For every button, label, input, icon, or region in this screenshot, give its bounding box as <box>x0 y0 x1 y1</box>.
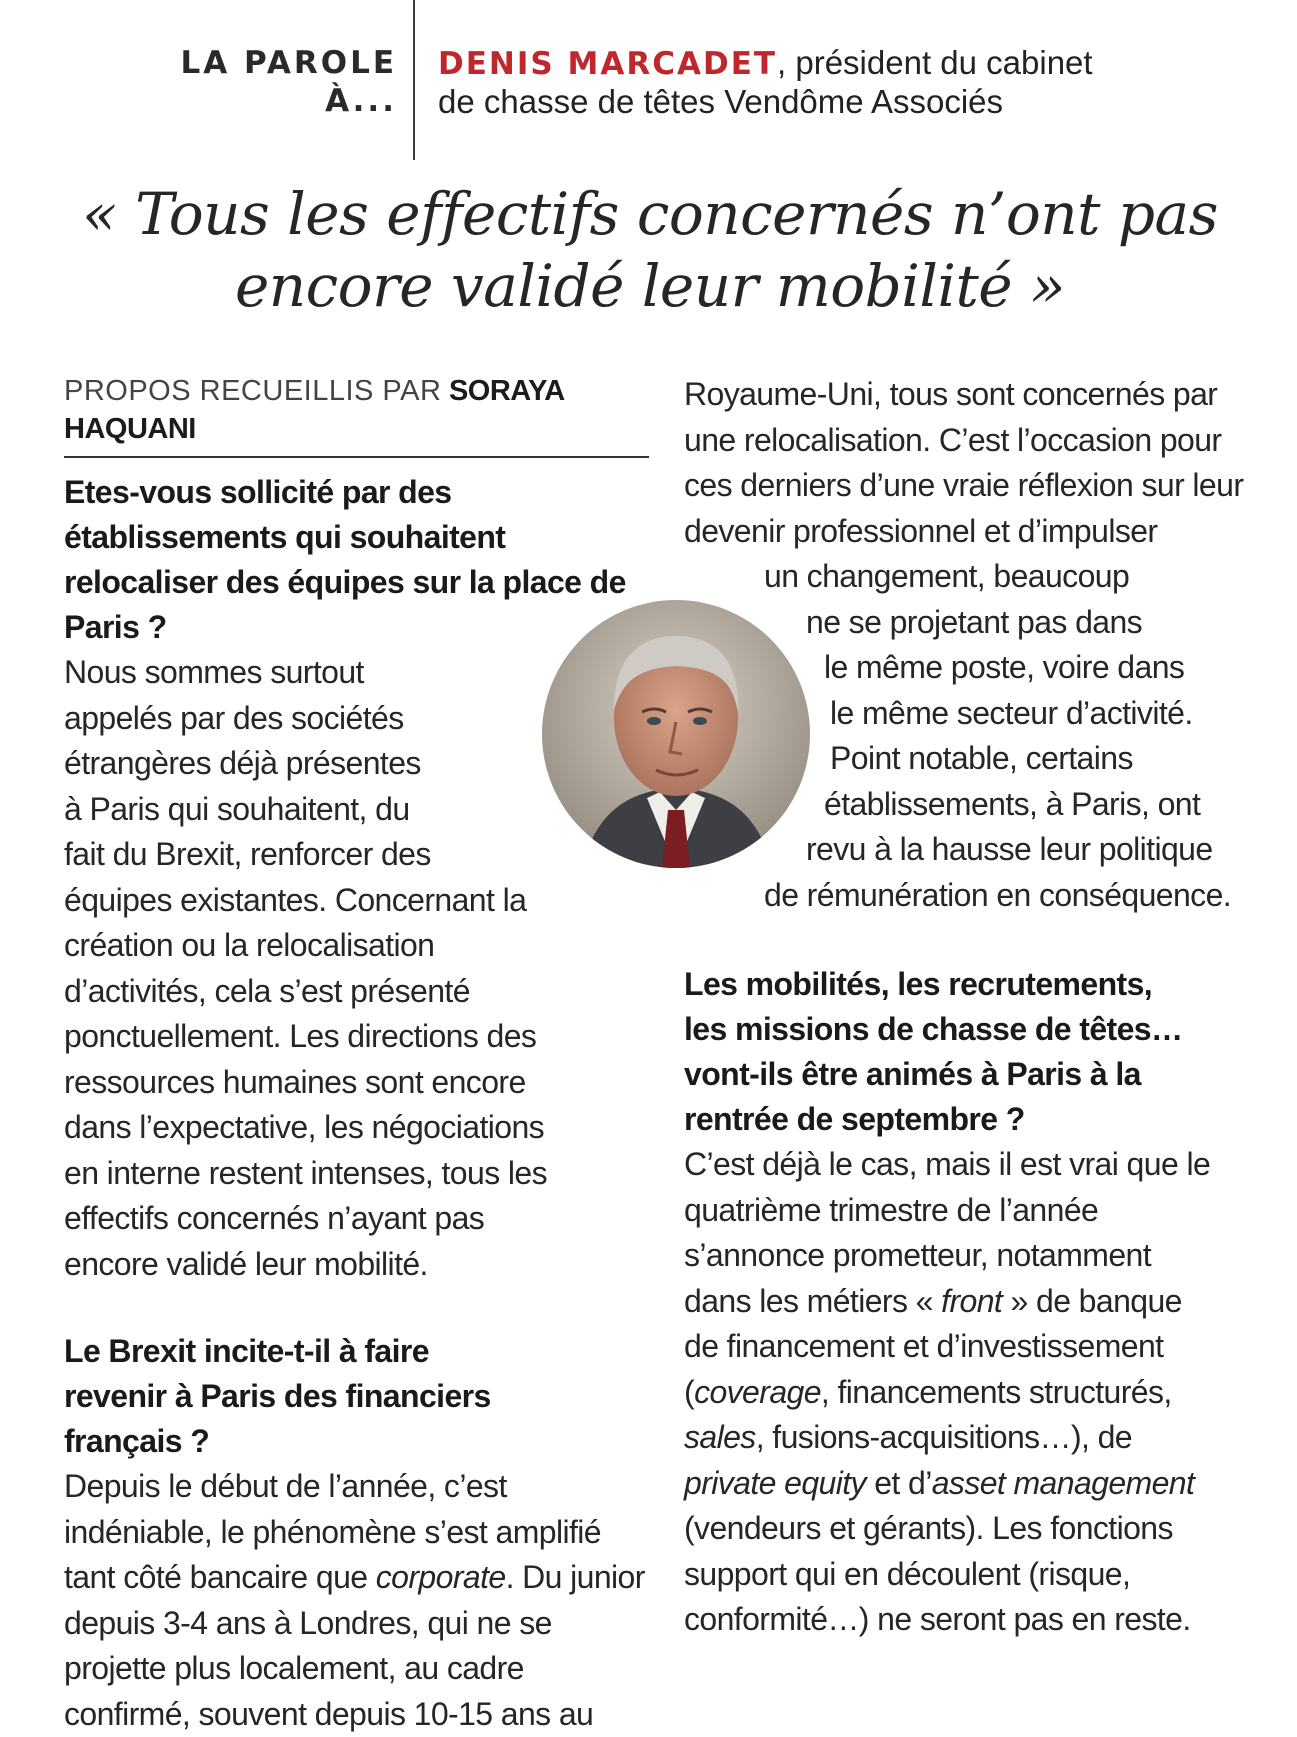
headline-line-1: « Tous les effectifs concernés n’ont pas <box>82 180 1218 248</box>
answer-2-continued: Royaume-Uni, tous sont concernés par une relocalisation. C’est l’occasion pour ces derniers d’une vraie réflexion sur leur devenir professionnel et d’impulser <box>684 376 1244 549</box>
question-2: Le Brexit incite-t-il à faire revenir à Paris des financiers français ? <box>64 1333 491 1459</box>
article-header <box>0 0 1297 165</box>
interviewee-byline <box>438 44 1258 121</box>
answer-1-rest: équipes existantes. Concernant la création ou la relocalisation d’activités, cela s’est présenté ponctuellement. Les directions des ressources humaines sont encore dans l’expectative, les négociations en interne restent intenses, tous les effectifs concernés n’ayant pas encore validé leur mobilité. <box>64 881 547 1282</box>
answer-1-line: fait du Brexit, renforcer des <box>64 836 431 872</box>
answer-3 <box>684 1142 1224 1643</box>
wrap-line: un changement, beaucoup <box>764 558 1130 594</box>
credit-label: PROPOS RECUEILLIS PAR <box>64 375 442 407</box>
wrap-line: le même poste, voire dans <box>824 649 1185 685</box>
answer-1-line: à Paris qui souhaitent, du <box>64 790 410 827</box>
answer-2-text-2: . Du junior depuis 3-4 ans à Londres, qui ne se projette plus localement, au cadre confirmé, souvent depuis 10-15 ans au <box>64 1559 645 1732</box>
answer-3-text: C’est déjà le cas, mais il est vrai que le quatrième trimestre de l’année s’annonce prometteur, notamment dans les métiers « <box>684 1146 1211 1319</box>
answer-2 <box>64 1464 649 1737</box>
wrap-line: revu à la hausse leur politique <box>806 831 1213 867</box>
question-1: Etes-vous sollicité par des établissements qui souhaitent relocaliser des équipes sur la place de Paris ? <box>64 474 626 645</box>
header-divider <box>413 0 415 160</box>
left-column <box>64 372 649 1737</box>
kicker-line-2: À... <box>325 83 397 119</box>
credit-author: SORAYA HAQUANI <box>64 375 564 445</box>
section-kicker <box>180 44 397 120</box>
answer-3-text: » de banque de financement et d’investissement ( <box>684 1282 1182 1410</box>
answer-3-italic: coverage <box>694 1373 821 1410</box>
answer-3-italic: asset management <box>931 1464 1195 1501</box>
answer-1-line: appelés par des sociétés <box>64 699 404 736</box>
answer-3-text: , financements structurés, <box>820 1373 1172 1410</box>
answer-3-italic: sales <box>684 1419 756 1455</box>
right-column <box>684 372 1274 1643</box>
answer-2-italic: corporate <box>375 1559 506 1595</box>
wrap-line: Point notable, certains <box>830 740 1133 776</box>
wrap-line: le même secteur d’activité. <box>830 694 1193 731</box>
answer-1-line: étrangères déjà présentes <box>64 745 421 781</box>
answer-3-italic: private equity <box>684 1464 866 1501</box>
answer-1-line: Nous sommes surtout <box>64 654 364 690</box>
answer-3-text: et d’ <box>865 1464 932 1501</box>
answer-2-text: Depuis le début de l’année, c’est indéniable, le phénomène s’est amplifié tant côté bancaire que <box>64 1468 601 1595</box>
wrap-line: établissements, à Paris, ont <box>824 785 1201 822</box>
answer-2-wrap <box>684 554 1274 918</box>
answer-3-text: , fusions-acquisitions…), de <box>755 1419 1132 1455</box>
interviewee-name: DENIS MARCADET <box>438 46 778 82</box>
interview-credit <box>64 372 649 458</box>
question-3: Les mobilités, les recrutements, les missions de chasse de têtes… vont-ils être animés à Paris à la rentrée de septembre ? <box>684 966 1183 1137</box>
interviewee-role-2: de chasse de têtes Vendôme Associés <box>438 83 1004 120</box>
answer-3-text: (vendeurs et gérants). Les fonctions support qui en découlent (risque, conformité…) ne seront pas en reste. <box>684 1510 1191 1637</box>
answer-3-italic: front <box>941 1282 1003 1319</box>
wrap-line: de rémunération en conséquence. <box>764 876 1232 913</box>
interviewee-role-1: , président du cabinet <box>777 44 1093 81</box>
headline-line-2: encore validé leur mobilité » <box>234 252 1066 320</box>
wrap-line: ne se projetant pas dans <box>806 603 1143 640</box>
headline-quote <box>60 178 1240 322</box>
kicker-line-1: LA PAROLE <box>180 45 397 81</box>
